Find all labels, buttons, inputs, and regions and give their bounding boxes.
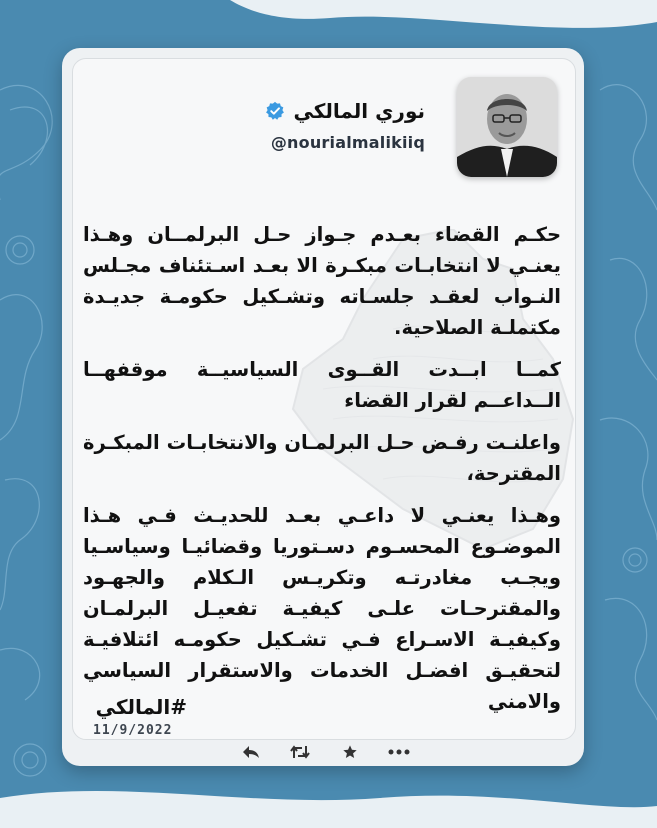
user-handle[interactable]: @nourialmalikiiq	[270, 133, 425, 152]
display-name[interactable]: نوري المالكي	[293, 99, 425, 123]
bottom-wave-decoration	[0, 768, 657, 828]
more-icon[interactable]	[388, 742, 410, 762]
tweet-paragraph: كمــا ابــدت القــوى السياسيــة موقفهــا الــداعــم لقرار القضاء	[83, 358, 561, 412]
tweet-actions	[240, 742, 410, 762]
profile-avatar[interactable]	[457, 77, 557, 177]
verified-badge-icon	[265, 101, 285, 121]
tweet-paragraph: واعلنـت رفـض حـل البرلمـان والانتخابـات المبكـرة المقترحة،	[83, 431, 561, 485]
tweet-paragraph: حكـم القضاء بعـدم جـواز حـل البرلمــان وهـذا يعنـي لا انتخابـات مبكـرة الا بعـد اسـتئناف مجـلس النـواب لعقـد جلسـاته وتشـكيل حكومـة جديـدة مكتملـة الصلاحية.	[83, 223, 561, 339]
retweet-icon[interactable]	[289, 742, 311, 762]
name-row	[265, 99, 425, 123]
hashtag-link[interactable]: #المالكي	[95, 695, 187, 719]
reply-icon[interactable]	[240, 742, 262, 762]
tweet-body	[83, 219, 561, 728]
tweet-paragraph: وهـذا يعنـي لا داعـي بعـد للحديـث فـي هـذا الموضـوع المحسـوم دسـتوريا وقضائيـا وسياسـيا ويجـب مغادرتـه وتكريـس الـكلام والجهـود والمقترحـات علـى كيفيـة تفعيـل البرلمـان وكيفيـة الاسـراع فـي تشـكيل حكومـه ائتلافيـة لتحقيـق افضـل الخدمات والاستقرار السياسي والامني	[83, 504, 561, 713]
tweet-card	[72, 58, 576, 740]
top-wave-decoration	[0, 0, 657, 40]
star-icon[interactable]	[339, 742, 361, 762]
tweet-date: 11/9/2022	[93, 723, 173, 738]
profile-photo-icon	[457, 77, 557, 177]
